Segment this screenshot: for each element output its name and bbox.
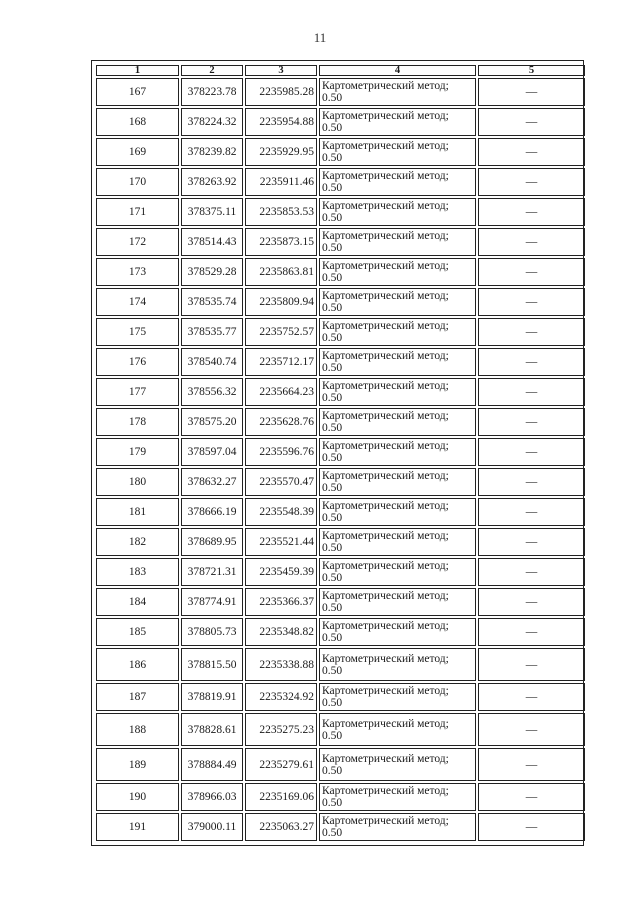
- method-cell: [319, 288, 476, 316]
- x-coordinate-cell: 378689.95: [181, 528, 243, 556]
- x-coordinate-cell: 378529.28: [181, 258, 243, 286]
- y-coordinate-cell: 2235929.95: [245, 138, 317, 166]
- method-cell: [319, 258, 476, 286]
- accuracy-text: 0.50: [322, 827, 343, 839]
- coordinates-table-frame: [91, 60, 584, 846]
- method-cell: [319, 618, 476, 646]
- x-coordinate-cell: 378514.43: [181, 228, 243, 256]
- table-row: [96, 438, 585, 466]
- method-text: Картометрический метод;: [322, 80, 449, 92]
- note-cell: —: [478, 783, 585, 811]
- y-coordinate-cell: 2235324.92: [245, 683, 317, 711]
- method-text: Картометрический метод;: [322, 320, 449, 332]
- method-cell: [319, 168, 476, 196]
- note-cell: —: [478, 498, 585, 526]
- method-cell: [319, 438, 476, 466]
- point-number-cell: 185: [96, 618, 179, 646]
- y-coordinate-cell: 2235809.94: [245, 288, 317, 316]
- x-coordinate-cell: 378828.61: [181, 713, 243, 746]
- note-cell: —: [478, 288, 585, 316]
- accuracy-text: 0.50: [322, 664, 343, 677]
- note-cell: —: [478, 138, 585, 166]
- x-coordinate-cell: 378540.74: [181, 348, 243, 376]
- table-row: [96, 618, 585, 646]
- point-number-cell: 188: [96, 713, 179, 746]
- x-coordinate-cell: 378597.04: [181, 438, 243, 466]
- method-text: Картометрический метод;: [322, 350, 449, 362]
- point-number-cell: 171: [96, 198, 179, 226]
- accuracy-text: 0.50: [322, 92, 343, 104]
- note-cell: —: [478, 378, 585, 406]
- y-coordinate-cell: 2235279.61: [245, 748, 317, 781]
- accuracy-text: 0.50: [322, 242, 343, 254]
- method-text: Картометрический метод;: [322, 620, 449, 632]
- note-cell: —: [478, 748, 585, 781]
- accuracy-text: 0.50: [322, 512, 343, 524]
- table-body: [96, 78, 585, 841]
- note-cell: —: [478, 558, 585, 586]
- point-number-cell: 174: [96, 288, 179, 316]
- column-header: 1: [96, 65, 179, 76]
- y-coordinate-cell: 2235664.23: [245, 378, 317, 406]
- method-text: Картометрический метод;: [322, 717, 449, 730]
- table-row: [96, 198, 585, 226]
- x-coordinate-cell: 378632.27: [181, 468, 243, 496]
- note-cell: —: [478, 683, 585, 711]
- point-number-cell: 180: [96, 468, 179, 496]
- note-cell: —: [478, 468, 585, 496]
- method-text: Картометрический метод;: [322, 785, 449, 797]
- table-row: [96, 748, 585, 781]
- x-coordinate-cell: 378966.03: [181, 783, 243, 811]
- point-number-cell: 178: [96, 408, 179, 436]
- x-coordinate-cell: 378535.74: [181, 288, 243, 316]
- x-coordinate-cell: 378805.73: [181, 618, 243, 646]
- note-cell: —: [478, 713, 585, 746]
- point-number-cell: 187: [96, 683, 179, 711]
- point-number-cell: 181: [96, 498, 179, 526]
- method-cell: [319, 498, 476, 526]
- note-cell: —: [478, 528, 585, 556]
- method-cell: [319, 528, 476, 556]
- x-coordinate-cell: 378263.92: [181, 168, 243, 196]
- page-number: 11: [313, 30, 327, 45]
- method-cell: [319, 108, 476, 136]
- method-text: Картометрический метод;: [322, 560, 449, 572]
- table-row: [96, 138, 585, 166]
- y-coordinate-cell: 2235348.82: [245, 618, 317, 646]
- note-cell: —: [478, 618, 585, 646]
- x-coordinate-cell: 378224.32: [181, 108, 243, 136]
- table-row: [96, 168, 585, 196]
- accuracy-text: 0.50: [322, 572, 343, 584]
- method-cell: [319, 198, 476, 226]
- method-text: Картометрический метод;: [322, 685, 449, 697]
- accuracy-text: 0.50: [322, 332, 343, 344]
- x-coordinate-cell: 378815.50: [181, 648, 243, 681]
- y-coordinate-cell: 2235863.81: [245, 258, 317, 286]
- table-row: [96, 648, 585, 681]
- table-row: [96, 558, 585, 586]
- y-coordinate-cell: 2235459.39: [245, 558, 317, 586]
- point-number-cell: 170: [96, 168, 179, 196]
- point-number-cell: 189: [96, 748, 179, 781]
- note-cell: —: [478, 348, 585, 376]
- y-coordinate-cell: 2235596.76: [245, 438, 317, 466]
- method-cell: [319, 78, 476, 106]
- note-cell: —: [478, 198, 585, 226]
- accuracy-text: 0.50: [322, 272, 343, 284]
- point-number-cell: 182: [96, 528, 179, 556]
- accuracy-text: 0.50: [322, 632, 343, 644]
- accuracy-text: 0.50: [322, 729, 343, 742]
- y-coordinate-cell: 2235985.28: [245, 78, 317, 106]
- accuracy-text: 0.50: [322, 182, 343, 194]
- note-cell: —: [478, 813, 585, 841]
- y-coordinate-cell: 2235275.23: [245, 713, 317, 746]
- x-coordinate-cell: 378375.11: [181, 198, 243, 226]
- table-header-row: [96, 65, 585, 76]
- note-cell: —: [478, 408, 585, 436]
- method-cell: [319, 228, 476, 256]
- table-row: [96, 683, 585, 711]
- method-cell: [319, 468, 476, 496]
- note-cell: —: [478, 108, 585, 136]
- x-coordinate-cell: 378556.32: [181, 378, 243, 406]
- method-cell: [319, 588, 476, 616]
- note-cell: —: [478, 78, 585, 106]
- note-cell: —: [478, 588, 585, 616]
- method-text: Картометрический метод;: [322, 652, 449, 665]
- method-text: Картометрический метод;: [322, 590, 449, 602]
- method-cell: [319, 348, 476, 376]
- accuracy-text: 0.50: [322, 542, 343, 554]
- method-text: Картометрический метод;: [322, 200, 449, 212]
- method-cell: [319, 558, 476, 586]
- method-text: Картометрический метод;: [322, 260, 449, 272]
- method-cell: [319, 683, 476, 711]
- point-number-cell: 167: [96, 78, 179, 106]
- accuracy-text: 0.50: [322, 764, 343, 777]
- method-cell: [319, 138, 476, 166]
- point-number-cell: 176: [96, 348, 179, 376]
- x-coordinate-cell: 378535.77: [181, 318, 243, 346]
- y-coordinate-cell: 2235548.39: [245, 498, 317, 526]
- table-row: [96, 378, 585, 406]
- note-cell: —: [478, 648, 585, 681]
- table-row: [96, 813, 585, 841]
- table-row: [96, 228, 585, 256]
- method-text: Картометрический метод;: [322, 230, 449, 242]
- table-row: [96, 108, 585, 136]
- accuracy-text: 0.50: [322, 452, 343, 464]
- method-text: Картометрический метод;: [322, 530, 449, 542]
- y-coordinate-cell: 2235338.88: [245, 648, 317, 681]
- method-text: Картометрический метод;: [322, 410, 449, 422]
- y-coordinate-cell: 2235628.76: [245, 408, 317, 436]
- method-text: Картометрический метод;: [322, 110, 449, 122]
- method-text: Картометрический метод;: [322, 170, 449, 182]
- y-coordinate-cell: 2235911.46: [245, 168, 317, 196]
- note-cell: —: [478, 168, 585, 196]
- method-cell: [319, 748, 476, 781]
- table-row: [96, 783, 585, 811]
- x-coordinate-cell: 378774.91: [181, 588, 243, 616]
- accuracy-text: 0.50: [322, 422, 343, 434]
- accuracy-text: 0.50: [322, 602, 343, 614]
- accuracy-text: 0.50: [322, 212, 343, 224]
- accuracy-text: 0.50: [322, 152, 343, 164]
- note-cell: —: [478, 438, 585, 466]
- y-coordinate-cell: 2235954.88: [245, 108, 317, 136]
- column-header: 5: [478, 65, 585, 76]
- table-row: [96, 78, 585, 106]
- method-text: Картометрический метод;: [322, 752, 449, 765]
- method-cell: [319, 318, 476, 346]
- point-number-cell: 177: [96, 378, 179, 406]
- point-number-cell: 190: [96, 783, 179, 811]
- point-number-cell: 186: [96, 648, 179, 681]
- point-number-cell: 169: [96, 138, 179, 166]
- method-cell: [319, 713, 476, 746]
- method-text: Картометрический метод;: [322, 440, 449, 452]
- table-row: [96, 713, 585, 746]
- coordinates-table: [94, 63, 587, 843]
- note-cell: —: [478, 258, 585, 286]
- point-number-cell: 172: [96, 228, 179, 256]
- table-row: [96, 588, 585, 616]
- table-row: [96, 288, 585, 316]
- x-coordinate-cell: 378884.49: [181, 748, 243, 781]
- point-number-cell: 191: [96, 813, 179, 841]
- y-coordinate-cell: 2235712.17: [245, 348, 317, 376]
- point-number-cell: 183: [96, 558, 179, 586]
- point-number-cell: 168: [96, 108, 179, 136]
- note-cell: —: [478, 228, 585, 256]
- method-text: Картометрический метод;: [322, 500, 449, 512]
- column-header: 3: [245, 65, 317, 76]
- column-header: 2: [181, 65, 243, 76]
- method-text: Картометрический метод;: [322, 470, 449, 482]
- y-coordinate-cell: 2235521.44: [245, 528, 317, 556]
- x-coordinate-cell: 379000.11: [181, 813, 243, 841]
- y-coordinate-cell: 2235853.53: [245, 198, 317, 226]
- accuracy-text: 0.50: [322, 392, 343, 404]
- method-cell: [319, 648, 476, 681]
- method-cell: [319, 378, 476, 406]
- method-text: Картометрический метод;: [322, 815, 449, 827]
- x-coordinate-cell: 378223.78: [181, 78, 243, 106]
- table-row: [96, 318, 585, 346]
- x-coordinate-cell: 378239.82: [181, 138, 243, 166]
- y-coordinate-cell: 2235063.27: [245, 813, 317, 841]
- x-coordinate-cell: 378721.31: [181, 558, 243, 586]
- x-coordinate-cell: 378666.19: [181, 498, 243, 526]
- accuracy-text: 0.50: [322, 122, 343, 134]
- point-number-cell: 175: [96, 318, 179, 346]
- y-coordinate-cell: 2235366.37: [245, 588, 317, 616]
- point-number-cell: 173: [96, 258, 179, 286]
- y-coordinate-cell: 2235570.47: [245, 468, 317, 496]
- method-cell: [319, 783, 476, 811]
- table-row: [96, 498, 585, 526]
- column-header: 4: [319, 65, 476, 76]
- accuracy-text: 0.50: [322, 482, 343, 494]
- y-coordinate-cell: 2235169.06: [245, 783, 317, 811]
- accuracy-text: 0.50: [322, 362, 343, 374]
- y-coordinate-cell: 2235752.57: [245, 318, 317, 346]
- method-text: Картометрический метод;: [322, 380, 449, 392]
- method-text: Картометрический метод;: [322, 290, 449, 302]
- table-row: [96, 468, 585, 496]
- point-number-cell: 184: [96, 588, 179, 616]
- table-row: [96, 258, 585, 286]
- method-cell: [319, 813, 476, 841]
- x-coordinate-cell: 378819.91: [181, 683, 243, 711]
- method-text: Картометрический метод;: [322, 140, 449, 152]
- table-row: [96, 348, 585, 376]
- accuracy-text: 0.50: [322, 797, 343, 809]
- x-coordinate-cell: 378575.20: [181, 408, 243, 436]
- table-row: [96, 528, 585, 556]
- note-cell: —: [478, 318, 585, 346]
- y-coordinate-cell: 2235873.15: [245, 228, 317, 256]
- method-cell: [319, 408, 476, 436]
- accuracy-text: 0.50: [322, 697, 343, 709]
- table-row: [96, 408, 585, 436]
- point-number-cell: 179: [96, 438, 179, 466]
- accuracy-text: 0.50: [322, 302, 343, 314]
